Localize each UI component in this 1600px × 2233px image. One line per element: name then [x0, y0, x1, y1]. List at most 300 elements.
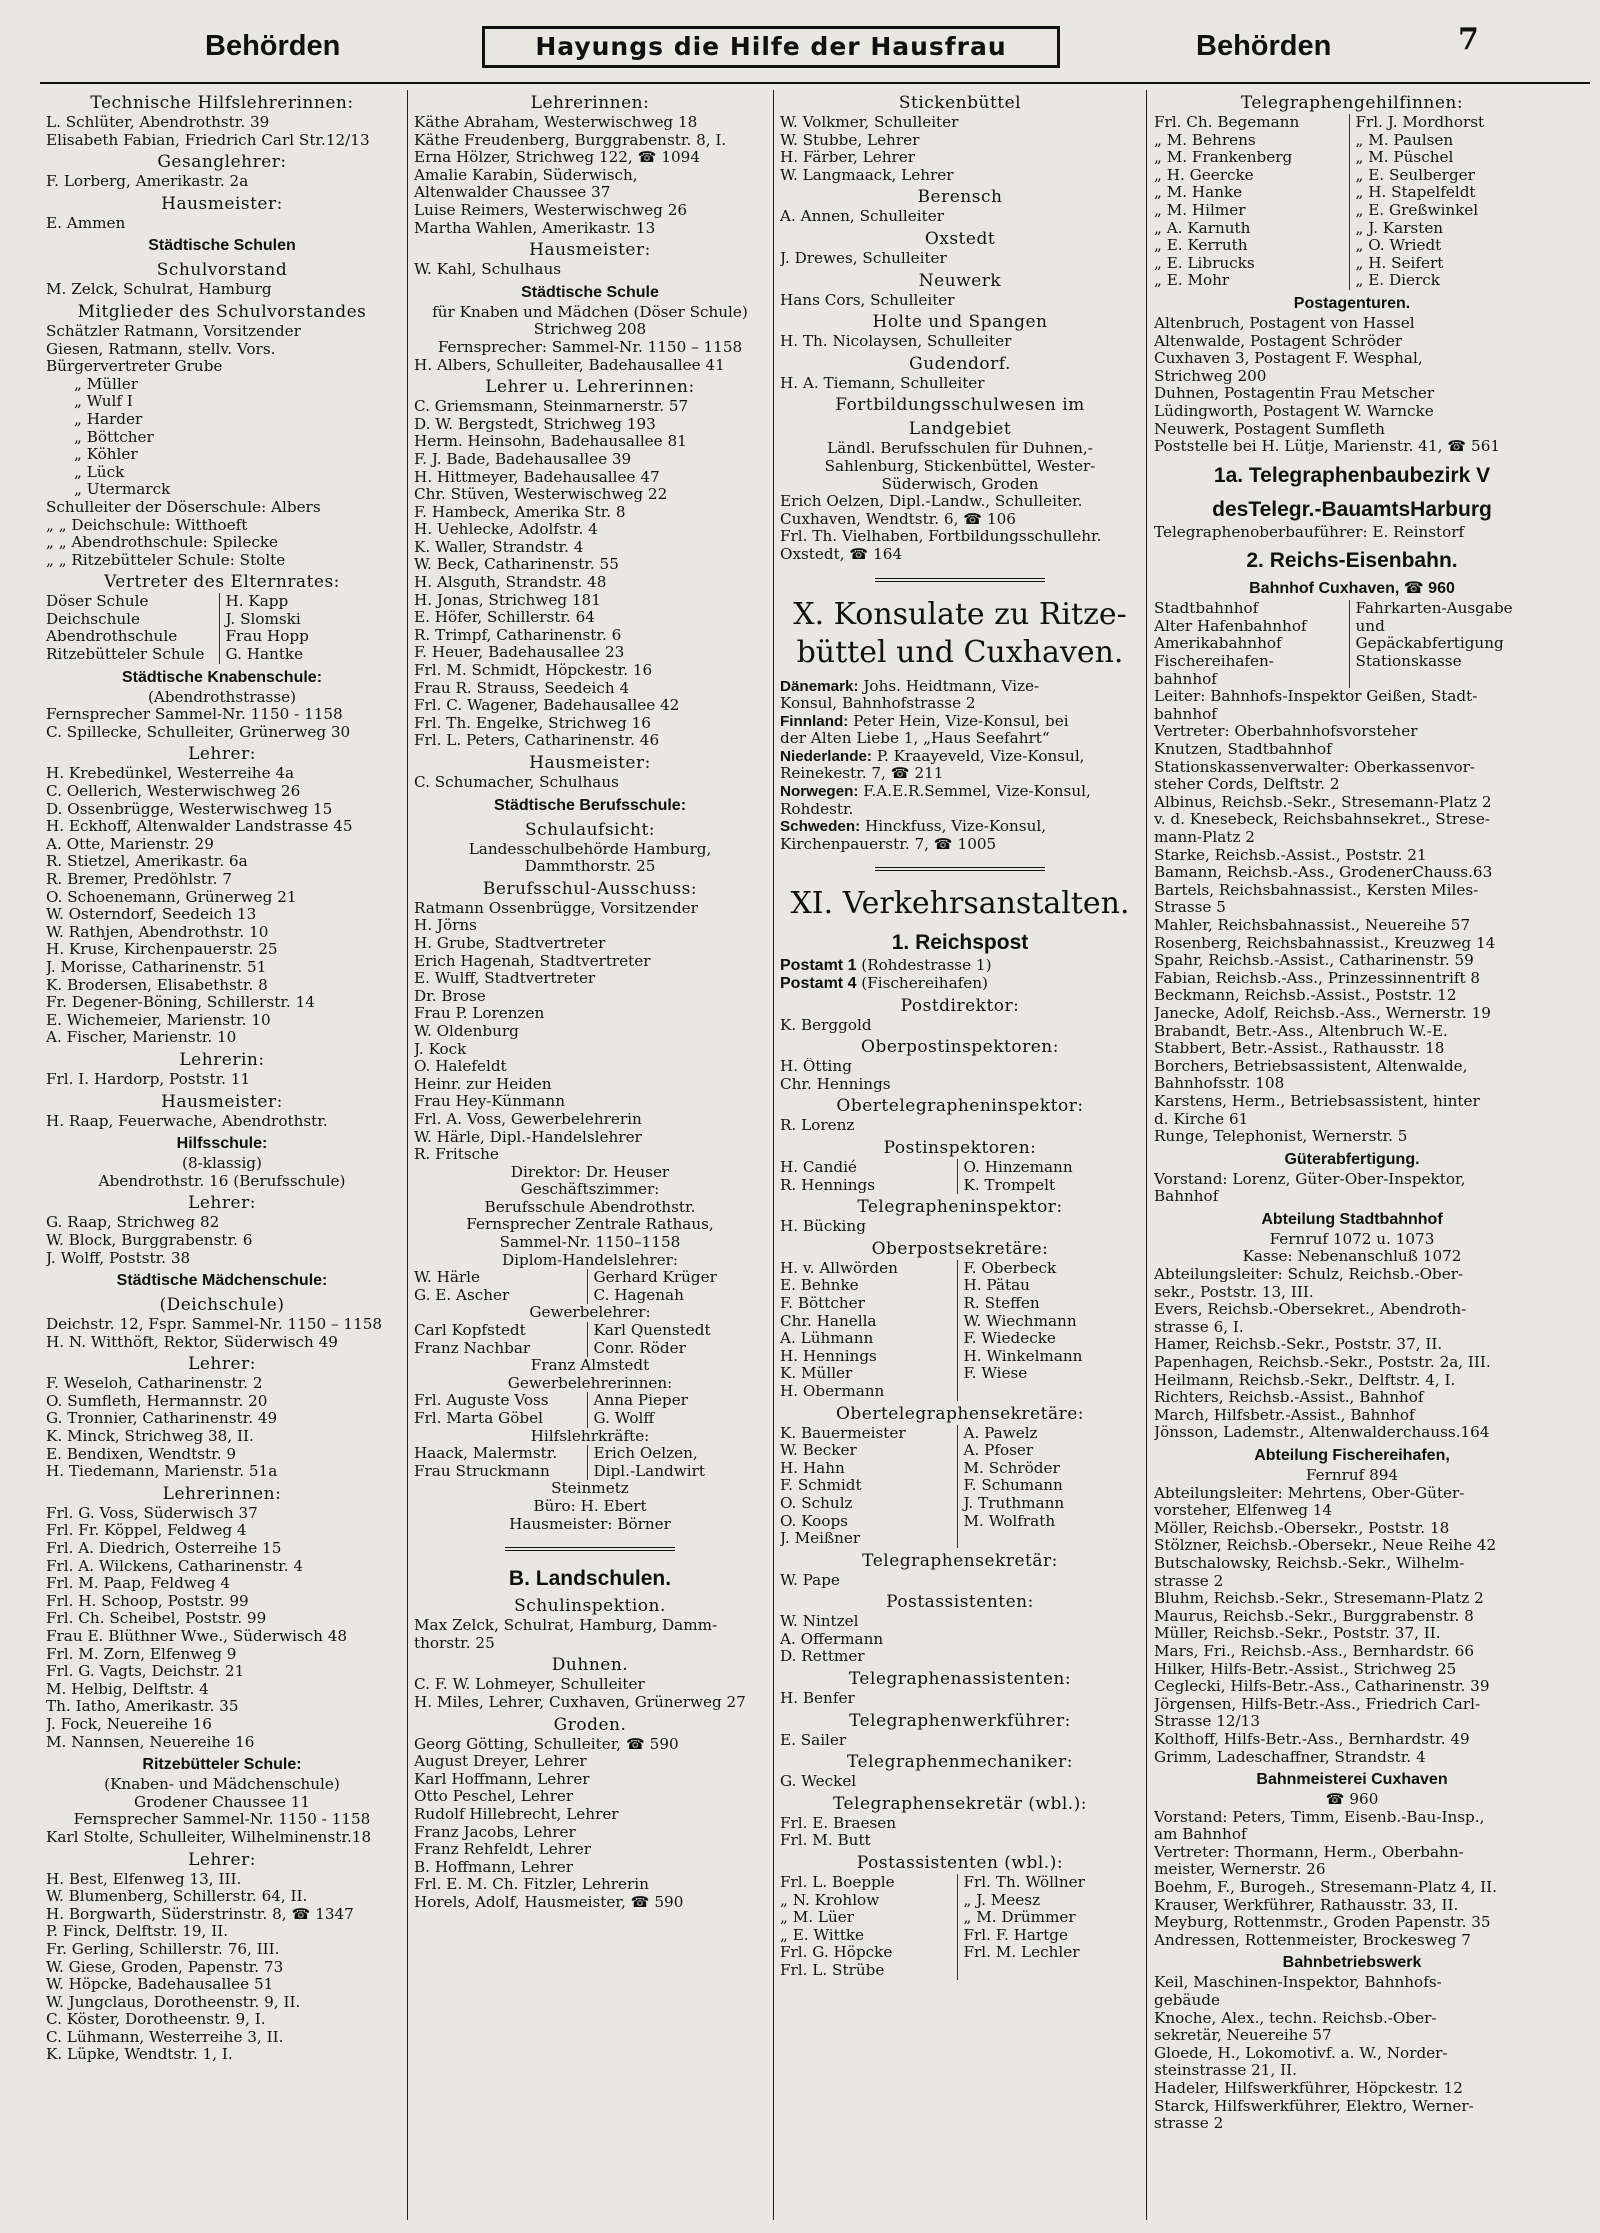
section-heading: Telegraphenassistenten: [848, 1669, 1072, 1690]
centered-line: (Knaben- und Mädchenschule) [104, 1776, 340, 1794]
entry-line: Rudolf Hillebrecht, Lehrer [414, 1805, 619, 1823]
entry-line: F. Heuer, Badehausallee 23 [414, 644, 625, 662]
entry-right: „ E. Dierck [1349, 272, 1551, 290]
entry-line: Max Zelck, Schulrat, Hamburg, Damm- [414, 1617, 718, 1635]
section-heading: Gudendorf. [909, 353, 1011, 374]
two-column-entry [414, 1269, 766, 1287]
entry-value: F.A.E.R.Semmel, Vize-Konsul, [858, 783, 1091, 801]
entry-line: Evers, Reichsb.-Obersekret., Abendroth- [1154, 1301, 1467, 1319]
centered-line: Fernruf 1072 u. 1073 [1269, 1230, 1435, 1248]
large-heading: 1a. Telegraphenbaubezirk V [1213, 463, 1491, 487]
entry-line: Grimm, Ladeschaffner, Strandstr. 4 [1154, 1748, 1426, 1766]
entry-line: Strichweg 200 [1154, 367, 1267, 385]
entry-left: „ M. Lüer [780, 1909, 855, 1927]
entry-line: W. Oldenburg [414, 1022, 519, 1040]
entry-left: H. Candié [780, 1159, 857, 1176]
bold-heading: Abteilung Stadtbahnhof [1261, 1210, 1443, 1228]
two-column-entry [780, 1330, 1140, 1348]
entry-line: Frl. M. Zorn, Elfenweg 9 [46, 1645, 237, 1663]
entry-left: Frau Struckmann [414, 1462, 550, 1480]
entry-line: H. Benfer [780, 1690, 855, 1708]
entry-line: Mars, Fri., Reichsb.-Ass., Bernhardstr. 66 [1154, 1642, 1475, 1660]
entry-line: Deichstr. 12, Fspr. Sammel-Nr. 1150 – 1158 [46, 1316, 383, 1334]
entry-line: H. Ötting [780, 1058, 852, 1076]
entry-right: Gerhard Krüger [587, 1269, 767, 1287]
entry-line: Bluhm, Reichsb.-Sekr., Stresemann-Platz 2 [1154, 1590, 1484, 1608]
entry-line: Vorstand: Lorenz, Güter-Ober-Inspektor, [1154, 1170, 1466, 1188]
two-column-entry [780, 1260, 1140, 1278]
bold-heading: Güterabfertigung. [1284, 1150, 1420, 1168]
entry-line: der Alten Liebe 1, „Haus Seefahrt“ [780, 730, 1050, 748]
entry-line: Lüdingworth, Postagent W. Warncke [1154, 402, 1434, 420]
entry-line: Ratmann Ossenbrügge, Vorsitzender [414, 899, 698, 917]
entry-left: A. Lühmann [780, 1330, 874, 1348]
entry-right: F. Schumann [957, 1477, 1141, 1495]
entry-line: E. Sailer [780, 1731, 847, 1749]
entry-left: O. Koops [780, 1512, 848, 1530]
entry-left: J. Meißner [780, 1530, 861, 1548]
entry-line: Karstens, Herm., Betriebsassistent, hinter [1154, 1092, 1480, 1110]
entry-line: Otto Peschel, Lehrer [414, 1788, 574, 1806]
entry-line: Chr. Hennings [780, 1075, 891, 1093]
section-heading: Postinspektoren: [883, 1138, 1037, 1158]
centered-line: Fernsprecher: Sammel-Nr. 1150 – 1158 [437, 338, 743, 356]
entry-key: Finnland: [780, 712, 849, 730]
entry-right: „ J. Karsten [1349, 220, 1551, 238]
entry-right: Dipl.-Landwirt [587, 1463, 767, 1481]
consulate-entry [780, 748, 1140, 766]
entry-line: Georg Götting, Schulleiter, ☎ 590 [414, 1735, 679, 1753]
section-separator [505, 1547, 675, 1551]
header-right-title: Behörden [1196, 30, 1332, 62]
section-heading: Hausmeister: [161, 193, 283, 214]
entry-line: Chr. Stüven, Westerwischweg 22 [414, 486, 668, 504]
centered-line: Geschäftszimmer: [520, 1181, 660, 1199]
entry-right: H. Kapp [219, 593, 399, 611]
entry-line: Fabian, Reichsb.-Ass., Prinzessinnentrift 8 [1154, 969, 1481, 987]
entry-line: Frl. G. Voss, Süderwisch 37 [46, 1504, 258, 1522]
two-column-entry [1154, 635, 1550, 653]
two-column-entry [46, 646, 398, 664]
centered-line: Sahlenburg, Stickenbüttel, Wester- [824, 457, 1096, 475]
entry-line: „ „ Ritzebütteler Schule: Stolte [46, 551, 286, 569]
section-heading: Berensch [917, 187, 1003, 208]
entry-line: Hilker, Hilfs-Betr.-Assist., Strichweg 25 [1154, 1660, 1457, 1678]
section-heading: Landgebiet [908, 419, 1012, 440]
section-heading: Postassistenten: [886, 1592, 1034, 1613]
entry-right: „ M. Püschel [1349, 149, 1551, 167]
entry-right: „ E. Greßwinkel [1349, 202, 1551, 220]
entry-line: F. J. Bade, Badehausallee 39 [414, 450, 632, 468]
entry-value: Johs. Heidtmann, Vize- [858, 677, 1040, 695]
entry-left: K. Bauermeister [780, 1424, 906, 1442]
entry-line: G. Raap, Strichweg 82 [46, 1214, 220, 1232]
entry-line: W. Giese, Groden, Papenstr. 73 [46, 1958, 284, 1976]
entry-key: Postamt 1 [780, 957, 857, 975]
entry-line: O. Halefeldt [414, 1058, 507, 1076]
entry-line: Möller, Reichsb.-Obersekr., Poststr. 18 [1154, 1519, 1450, 1537]
two-column-entry [780, 1295, 1140, 1313]
entry-right: Anna Pieper [587, 1392, 767, 1410]
entry-line: Rohdestr. [780, 800, 854, 818]
indented-entry: „ Lück [74, 463, 125, 481]
entry-right: „ M. Drümmer [957, 1909, 1141, 1927]
entry-line: E. Bendixen, Wendtstr. 9 [46, 1445, 237, 1463]
entry-line: C. Schumacher, Schulhaus [414, 774, 619, 791]
entry-line: Butschalowsky, Reichsb.-Sekr., Wilhelm- [1154, 1554, 1465, 1572]
entry-line: Jörgensen, Hilfs-Betr.-Ass., Friedrich Carl- [1154, 1695, 1481, 1713]
entry-line: March, Hilfsbetr.-Assist., Bahnhof [1154, 1406, 1415, 1424]
entry-left: Alter Hafenbahnhof [1154, 617, 1307, 635]
entry-line: Frau Hey-Künmann [414, 1093, 565, 1111]
entry-line: Frl. E. Braesen [780, 1814, 897, 1832]
entry-line: H. Eckhoff, Altenwalder Landstrasse 45 [46, 818, 353, 836]
entry-line: Richters, Reichsb.-Assist., Bahnhof [1154, 1389, 1424, 1407]
two-column-entry [780, 1892, 1140, 1910]
entry-line: Fernsprecher Sammel-Nr. 1150 - 1158 [46, 706, 343, 724]
section-separator [875, 867, 1045, 871]
two-column-entry [1154, 653, 1550, 671]
header-center-banner: Hayungs die Hilfe der Hausfrau [482, 26, 1060, 68]
entry-right: H. Pätau [957, 1277, 1141, 1295]
entry-left: Stadtbahnhof [1154, 600, 1259, 618]
section-heading: Lehrerinnen: [162, 1483, 282, 1504]
entry-line: E. Höfer, Schillerstr. 64 [414, 609, 595, 627]
entry-right: W. Wiechmann [957, 1313, 1141, 1331]
centered-line: Fernsprecher Sammel-Nr. 1150 - 1158 [73, 1811, 371, 1829]
entry-line: Bahnhofsstr. 108 [1154, 1075, 1285, 1093]
entry-line: Heinr. zur Heiden [414, 1075, 552, 1093]
entry-line: H. Kruse, Kirchenpauerstr. 25 [46, 941, 278, 959]
entry-left: Frl. L. Boepple [780, 1874, 895, 1892]
entry-left: Frl. Marta Göbel [414, 1410, 544, 1427]
entry-line: K. Lüpke, Wendtstr. 1, I. [46, 2046, 233, 2064]
entry-right [957, 1383, 1141, 1401]
entry-line: strasse 6, I. [1154, 1318, 1244, 1336]
section-heading: Oxstedt [924, 228, 996, 249]
section-heading: Telegraphensekretär (wbl.): [832, 1793, 1088, 1814]
entry-left: H. Hahn [780, 1459, 845, 1477]
entry-key: Niederlande: [780, 747, 872, 765]
entry-right: F. Wiedecke [957, 1330, 1141, 1348]
column-4 [1150, 90, 1554, 2220]
entry-left: Frl. Auguste Voss [414, 1392, 549, 1410]
entry-line: H. Alsguth, Strandstr. 48 [414, 574, 607, 592]
section-heading: Hausmeister: [529, 240, 651, 261]
entry-left: „ E. Mohr [1154, 272, 1230, 290]
section-heading: Berufsschul-Ausschuss: [482, 878, 698, 899]
bold-heading: Städtische Knabenschule: [121, 668, 323, 686]
two-column-entry [1154, 600, 1550, 618]
consulate-entry [780, 783, 1140, 801]
entry-right [957, 1530, 1141, 1548]
entry-right: A. Pawelz [957, 1425, 1141, 1443]
entry-line: H. Hittmeyer, Badehausallee 47 [414, 468, 660, 486]
entry-line: Knoche, Alex., techn. Reichsb.-Ober- [1154, 2009, 1437, 2027]
entry-line: F. Lorberg, Amerikastr. 2a [46, 173, 249, 191]
entry-line: L. Schlüter, Abendrothstr. 39 [46, 114, 270, 131]
entry-line: d. Kirche 61 [1154, 1110, 1249, 1128]
column-divider [407, 90, 408, 2220]
entry-left: „ E. Wittke [780, 1926, 865, 1944]
two-column-entry [780, 1909, 1140, 1927]
entry-line: Starke, Reichsb.-Assist., Poststr. 21 [1154, 846, 1427, 864]
two-column-entry [46, 611, 398, 629]
section-heading: Postassistenten (wbl.): [856, 1853, 1064, 1874]
indented-entry: „ Köhler [74, 446, 138, 464]
entry-line: Fr. Gerling, Schillerstr. 76, III. [46, 1940, 280, 1958]
entry-line: v. d. Knesebeck, Reichsbahnsekret., Strese- [1154, 811, 1490, 829]
entry-line: Cuxhaven, Wendtstr. 6, ☎ 106 [780, 510, 1016, 528]
entry-line: Frl. C. Wagener, Badehausallee 42 [414, 697, 680, 715]
section-heading: Schulvorstand [156, 260, 288, 281]
section-heading: Telegraphenmechaniker: [847, 1752, 1073, 1773]
entry-line: B. Hoffmann, Lehrer [414, 1858, 574, 1876]
entry-line: W. Jungclaus, Dorotheenstr. 9, II. [46, 1993, 301, 2011]
two-column-entry [780, 1874, 1140, 1892]
entry-line: Strasse 12/13 [1154, 1713, 1260, 1731]
entry-line: Frl. A. Voss, Gewerbelehrerin [414, 1110, 642, 1128]
entry-line: W. Nintzel [780, 1613, 859, 1631]
bold-heading: Bahnmeisterei Cuxhaven [1256, 1771, 1448, 1789]
entry-line: H. Miles, Lehrer, Cuxhaven, Grünerweg 27 [414, 1693, 746, 1711]
two-column-entry [780, 1365, 1140, 1383]
entry-line: R. Trimpf, Catharinenstr. 6 [414, 626, 622, 644]
entry-line: sekretär, Neuereihe 57 [1154, 2027, 1332, 2045]
entry-right: K. Trompelt [957, 1177, 1141, 1195]
entry-line: A. Annen, Schulleiter [780, 208, 944, 226]
two-column-entry [1154, 255, 1550, 273]
indented-entry: „ Wulf I [74, 393, 133, 411]
entry-line: H. Borgwarth, Süderstrinstr. 8, ☎ 1347 [46, 1905, 354, 1923]
two-column-entry [414, 1340, 766, 1358]
post-office-entry [780, 975, 1140, 993]
header-left-title: Behörden [205, 30, 341, 62]
two-column-entry [780, 1477, 1140, 1495]
entry-key: Norwegen: [780, 783, 859, 801]
centered-line: Ländl. Berufsschulen für Duhnen,- [827, 440, 1093, 458]
section-heading: Lehrer u. Lehrerinnen: [485, 377, 695, 398]
entry-line: Keil, Maschinen-Inspektor, Bahnhofs- [1154, 1974, 1442, 1992]
entry-line: Strasse 5 [1154, 899, 1226, 917]
two-column-entry [414, 1445, 766, 1463]
entry-line: H. Best, Elfenweg 13, III. [46, 1870, 242, 1888]
entry-right: „ M. Paulsen [1349, 132, 1551, 150]
entry-line: Frl. H. Schoop, Poststr. 99 [46, 1592, 249, 1610]
indented-entry: „ Müller [74, 375, 138, 393]
two-column-entry [1154, 184, 1550, 202]
section-heading: Oberpostinspektoren: [861, 1037, 1059, 1058]
two-column-entry [414, 1463, 766, 1481]
entry-line: W. Langmaack, Lehrer [780, 166, 954, 184]
entry-line: Karl Stolte, Schulleiter, Wilhelminenstr.18 [46, 1828, 372, 1846]
two-column-entry [780, 1495, 1140, 1513]
entry-line: Müller, Reichsb.-Sekr., Poststr. 37, II. [1154, 1625, 1441, 1643]
two-column-entry [780, 1513, 1140, 1531]
entry-line: H. Th. Nicolaysen, Schulleiter [780, 333, 1012, 351]
entry-right: Frl. M. Lechler [957, 1944, 1141, 1962]
entry-right: F. Wiese [957, 1365, 1141, 1383]
entry-value: P. Kraayeveld, Vize-Konsul, [872, 747, 1085, 765]
entry-line: J. Fock, Neuereihe 16 [46, 1715, 212, 1733]
two-column-entry [1154, 132, 1550, 150]
entry-line: Ceglecki, Hilfs-Betr.-Ass., Catharinenstr. 39 [1154, 1678, 1490, 1696]
entry-value: Peter Hein, Vize-Konsul, bei [848, 712, 1069, 730]
column-divider [773, 90, 774, 2220]
entry-left: „ E. Librucks [1154, 254, 1255, 272]
entry-line: W. Volkmer, Schulleiter [780, 114, 959, 131]
entry-line: Frl. Th. Engelke, Strichweg 16 [414, 714, 651, 732]
entry-left: F. Böttcher [780, 1294, 865, 1312]
centered-line: Fernruf 894 [1305, 1467, 1399, 1484]
entry-line: Schätzler Ratmann, Vorsitzender [46, 322, 301, 340]
entry-line: Mahler, Reichsbahnassist., Neuereihe 57 [1154, 916, 1471, 934]
entry-line: Bamann, Reichsb.-Ass., GrodenerChauss.63 [1154, 864, 1493, 882]
entry-line: strasse 2 [1154, 1572, 1224, 1590]
two-column-entry [780, 1425, 1140, 1443]
entry-line: Frl. E. M. Ch. Fitzler, Lehrerin [414, 1876, 649, 1894]
entry-line: D. Rettmer [780, 1648, 865, 1666]
entry-value: (Fischereihafen) [856, 975, 988, 993]
entry-line: Frl. A. Diedrich, Osterreihe 15 [46, 1540, 282, 1558]
entry-line: C. Oellerich, Westerwischweg 26 [46, 783, 301, 801]
entry-line: Starck, Hilfswerkführer, Elektro, Werner- [1154, 2097, 1474, 2115]
entry-right: A. Pfoser [957, 1442, 1141, 1460]
entry-right: Frau Hopp [219, 628, 399, 646]
entry-line: Maurus, Reichsb.-Sekr., Burggrabenstr. 8 [1154, 1607, 1474, 1625]
two-column-entry [1154, 618, 1550, 636]
section-heading: Vertreter des Elternrates: [104, 572, 340, 593]
entry-line: Stationskassenverwalter: Oberkassenvor- [1154, 758, 1476, 776]
two-column-entry [780, 1460, 1140, 1478]
entry-left: „ M. Hilmer [1154, 201, 1246, 219]
two-column-entry [1154, 220, 1550, 238]
entry-line: H. Grube, Stadtvertreter [414, 934, 606, 952]
entry-line: Abteilungsleiter: Mehrtens, Ober-Güter- [1154, 1484, 1465, 1502]
entry-line: R. Lorenz [780, 1117, 855, 1135]
entry-line: strasse 2 [1154, 2115, 1224, 2133]
two-column-entry [1154, 202, 1550, 220]
entry-line: K. Waller, Strandstr. 4 [414, 538, 584, 556]
entry-line: August Dreyer, Lehrer [414, 1753, 587, 1771]
entry-left: bahnhof [1154, 670, 1217, 688]
two-column-entry [780, 1442, 1140, 1460]
bold-heading: Städtische Mädchenschule: [116, 1272, 328, 1290]
entry-line: R. Fritsche [414, 1146, 499, 1164]
entry-line: Heilmann, Reichsb.-Sekr., Delftstr. 4, I. [1154, 1371, 1456, 1389]
entry-line: W. Rathjen, Abendrothstr. 10 [46, 923, 269, 941]
section-heading: Telegraphenwerkführer: [849, 1710, 1071, 1731]
two-column-entry [780, 1383, 1140, 1401]
entry-line: H. Uehlecke, Adolfstr. 4 [414, 521, 598, 539]
entry-line: Schulleiter der Döserschule: Albers [46, 498, 321, 516]
entry-line: Vertreter: Oberbahnhofsvorsteher [1154, 723, 1418, 741]
section-heading: (Deichschule) [159, 1295, 285, 1316]
entry-line: Beckmann, Reichsb.-Assist., Poststr. 12 [1154, 987, 1457, 1005]
entry-left: „ M. Behrens [1154, 131, 1256, 149]
entry-line: Frau E. Blüthner Wwe., Süderwisch 48 [46, 1628, 348, 1645]
section-heading: Lehrer: [188, 1849, 256, 1870]
entry-line: Kolthoff, Hilfs-Betr.-Ass., Bernhardstr. 49 [1154, 1730, 1470, 1748]
entry-line: Stabbert, Betr.-Assist., Rathausstr. 18 [1154, 1040, 1445, 1058]
entry-left: Frl. L. Strübe [780, 1962, 885, 1979]
entry-line: W. Härle, Dipl.-Handelslehrer [414, 1128, 642, 1146]
entry-line: Frl. M. Butt [780, 1832, 871, 1850]
entry-left: W. Becker [780, 1442, 857, 1460]
entry-left: „ N. Krohlow [780, 1891, 880, 1909]
entry-line: Frl. L. Peters, Catharinenstr. 46 [414, 732, 660, 750]
entry-line: H. Jonas, Strichweg 181 [414, 591, 601, 609]
entry-line: Erna Hölzer, Strichweg 122, ☎ 1094 [414, 149, 700, 167]
section-heading: Technische Hilfslehrerinnen: [90, 93, 354, 113]
entry-line: H. Jörns [414, 917, 477, 935]
column-1 [42, 90, 402, 2220]
section-heading: Lehrer: [188, 1193, 256, 1214]
two-column-entry [780, 1962, 1140, 1980]
entry-line: Spahr, Reichsb.-Assist., Catharinenstr. 59 [1154, 952, 1474, 970]
entry-line: Krauser, Werkführer, Rathausstr. 33, II. [1154, 1896, 1459, 1914]
entry-line: Frl. Fr. Köppel, Feldweg 4 [46, 1522, 247, 1540]
bold-heading: Hilfsschule: [176, 1135, 268, 1153]
centered-line: Berufsschule Abendrothstr. [484, 1198, 696, 1216]
entry-line: Runge, Telephonist, Wernerstr. 5 [1154, 1128, 1408, 1146]
entry-line: Hamer, Reichsb.-Sekr., Poststr. 37, II. [1154, 1336, 1443, 1354]
entry-left: W. Härle [414, 1269, 481, 1287]
section-heading: Duhnen. [551, 1655, 629, 1676]
entry-value: (Rohdestrasse 1) [856, 957, 992, 975]
entry-line: Bartels, Reichsbahnassist., Kersten Miles- [1154, 881, 1479, 899]
entry-line: Karl Hoffmann, Lehrer [414, 1770, 590, 1788]
entry-right: O. Hinzemann [957, 1159, 1141, 1177]
entry-left: Frl. Ch. Begemann [1154, 114, 1300, 131]
centered-line: ☎ 960 [1325, 1791, 1379, 1809]
entry-line: W. Block, Burggrabenstr. 6 [46, 1231, 253, 1249]
section-heading: Obertelegrapheninspektor: [836, 1096, 1084, 1117]
entry-line: Frl. Ch. Scheibel, Poststr. 99 [46, 1610, 267, 1628]
entry-line: R. Bremer, Predöhlstr. 7 [46, 871, 232, 888]
entry-line: Leiter: Bahnhofs-Inspektor Geißen, Stadt- [1154, 688, 1478, 706]
consulate-entry [780, 818, 1140, 836]
two-column-entry [1154, 114, 1550, 132]
entry-line: Altenwalde, Postagent Schröder [1154, 332, 1403, 350]
entry-left: R. Hennings [780, 1176, 876, 1194]
entry-line: Frl. A. Wilckens, Catharinenstr. 4 [46, 1557, 304, 1575]
bold-heading: Städtische Berufsschule: [493, 796, 687, 814]
centered-line: Franz Almstedt [530, 1357, 650, 1375]
entry-line: mann-Platz 2 [1154, 829, 1255, 846]
bold-heading: Abteilung Fischereihafen, [1254, 1447, 1450, 1464]
entry-left: H. Obermann [780, 1382, 885, 1400]
section-heading: Holte und Spangen [872, 312, 1048, 333]
entry-left: „ M. Frankenberg [1154, 149, 1293, 167]
entry-line: A. Offermann [780, 1630, 884, 1648]
entry-line: Horels, Adolf, Hausmeister, ☎ 590 [414, 1893, 684, 1911]
entry-line: am Bahnhof [1154, 1826, 1247, 1844]
two-column-entry [1154, 167, 1550, 185]
entry-line: bahnhof [1154, 705, 1217, 723]
entry-right: Gepäckabfertigung [1349, 635, 1551, 653]
entry-key: Dänemark: [780, 677, 859, 695]
entry-right: G. Hantke [219, 646, 399, 664]
entry-left: Carl Kopfstedt [414, 1322, 526, 1340]
entry-left: H. v. Allwörden [780, 1259, 898, 1277]
entry-left: Fischereihafen- [1154, 653, 1274, 671]
entry-line: Franz Rehfeldt, Lehrer [414, 1841, 591, 1859]
page-number: 7 [1458, 22, 1479, 57]
entry-left: E. Behnke [780, 1277, 859, 1295]
entry-line: Frau R. Strauss, Seedeich 4 [414, 679, 630, 697]
section-heading: Mitglieder des Schulvorstandes [77, 301, 367, 322]
